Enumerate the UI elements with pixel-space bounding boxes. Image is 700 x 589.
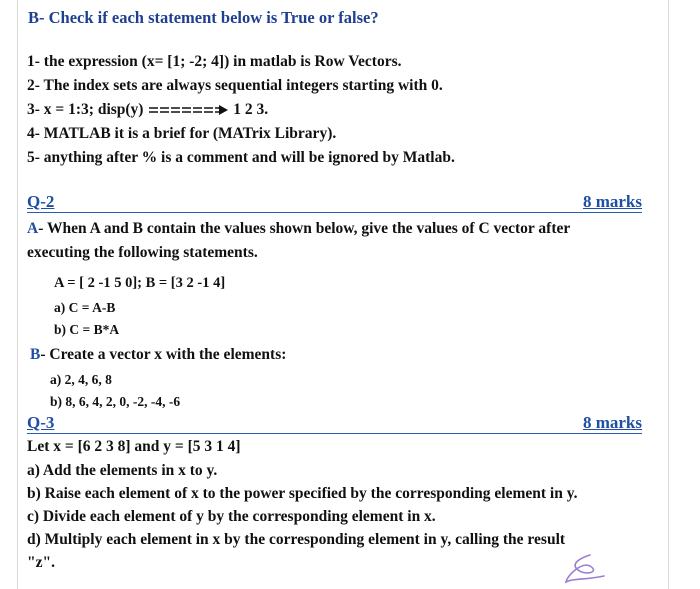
q2-part-a-line1: - When A and B contain the values shown below, give the values of C vector after xyxy=(38,220,571,237)
statement-2: 2- The index sets are always sequential integers starting with 0. xyxy=(27,77,443,94)
statement-3-result: 1 2 3. xyxy=(233,101,269,118)
handwritten-scribble-icon xyxy=(560,552,610,586)
statement-3 xyxy=(27,101,268,119)
page-left-border xyxy=(17,0,18,589)
q2-marks: 8 marks xyxy=(582,192,642,211)
q3-line-5: d) Multiply each element in x by the corresponding element in y, calling the result xyxy=(27,531,566,548)
q2-part-a-text xyxy=(27,220,570,238)
q2-a-item-2: b) C = B*A xyxy=(54,322,120,337)
q2-part-a-line2: executing the following statements. xyxy=(27,244,258,261)
q2-part-b-prefix: B xyxy=(30,346,41,363)
q2-header xyxy=(27,192,642,213)
statement-5: 5- anything after % is a comment and will be ignored by Matlab. xyxy=(27,149,455,166)
q2-a-item-1: a) C = A-B xyxy=(54,300,116,315)
statement-4: 4- MATLAB it is a brief for (MATrix Library). xyxy=(27,125,337,142)
page-right-border xyxy=(668,0,669,589)
q2-assignment: A = [ 2 -1 5 0]; B = [3 2 -1 4] xyxy=(54,275,226,291)
q3-line-3: b) Raise each element of x to the power specified by the corresponding element in y. xyxy=(27,485,578,502)
q3-line-2: a) Add the elements in x to y. xyxy=(27,462,218,479)
q2-b-item-1: a) 2, 4, 6, 8 xyxy=(50,372,112,387)
q3-line-1: Let x = [6 2 3 8] and y = [5 3 1 4] xyxy=(27,438,241,455)
q3-header xyxy=(27,413,642,434)
statement-1: 1- the expression (x= [1; -2; 4]) in matlab is Row Vectors. xyxy=(27,53,402,70)
section-b-title: B- Check if each statement below is True or false? xyxy=(28,8,379,27)
q2-part-a-prefix: A xyxy=(27,220,39,237)
q2-part-b-text xyxy=(30,346,286,364)
statement-3-expression: 3- x = 1:3; disp(y) xyxy=(27,101,144,118)
q2-b-item-2: b) 8, 6, 4, 2, 0, -2, -4, -6 xyxy=(50,394,181,409)
q3-line-4: c) Divide each element of y by the corresponding element in x. xyxy=(27,508,436,525)
q2-label: Q-2 xyxy=(27,192,55,211)
q3-line-6: "z". xyxy=(27,554,55,571)
q3-label: Q-3 xyxy=(27,413,55,432)
double-arrow-icon xyxy=(147,104,229,116)
q2-part-b-line: - Create a vector x with the elements: xyxy=(40,346,287,363)
q3-marks: 8 marks xyxy=(582,413,642,432)
